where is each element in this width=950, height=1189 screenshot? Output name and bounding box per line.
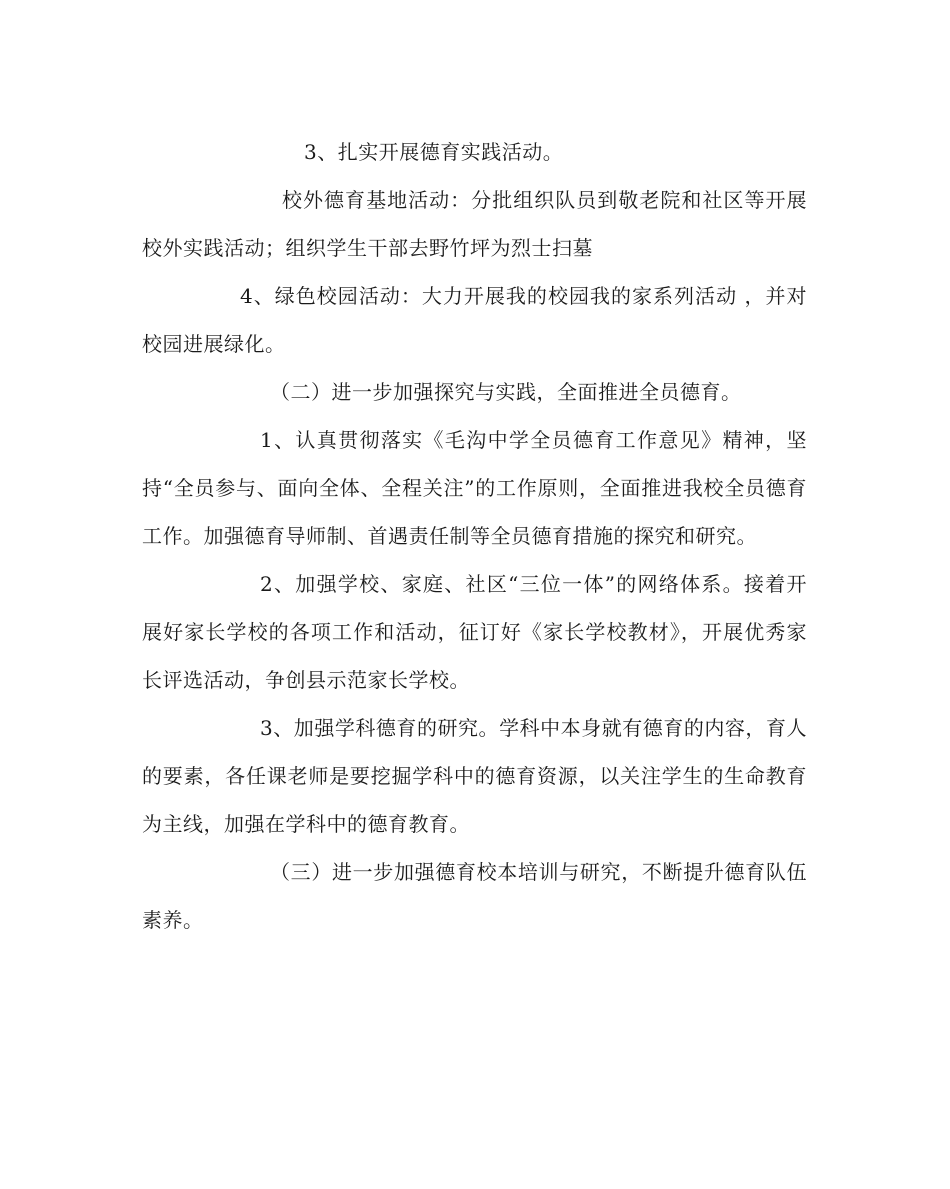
- document-body: [142, 128, 807, 944]
- paragraph-subject-moral: 3、加强学科德育的研究。学科中本身就有德育的内容，育人的要素，各任课老师是要挖掘学科中的德育资源，以关注学生的生命教育为主线，加强在学科中的德育教育。: [142, 716, 807, 836]
- paragraph-school-family: 2、加强学校、家庭、社区“三位一体”的网络体系。接着开展好家长学校的各项工作和活动，征订好《家长学校教材》，开展优秀家长评选活动，争创县示范家长学校。: [142, 572, 807, 692]
- paragraph-green-campus: 4、绿色校园活动：大力开展我的校园我的家系列活动 ，并对校园进展绿化。: [142, 284, 807, 356]
- paragraph-practice-activities: 3、扎实开展德育实践活动。: [304, 140, 564, 164]
- section-heading-three: （三）进一步加强德育校本培训与研究，不断提升德育队伍素养。: [142, 860, 807, 932]
- paragraph-full-staff: 1、认真贯彻落实《毛沟中学全员德育工作意见》精神，坚持“全员参与、面向全体、全程关注”的工作原则，全面推进我校全员德育工作。加强德育导师制、首遇责任制等全员德育措施的探究和研究。: [142, 428, 807, 548]
- paragraph-external-base: 校外德育基地活动：分批组织队员到敬老院和社区等开展校外实践活动；组织学生干部去野竹坪为烈士扫墓: [142, 188, 807, 260]
- section-heading-two: （二）进一步加强探究与实践，全面推进全员德育。: [270, 380, 742, 404]
